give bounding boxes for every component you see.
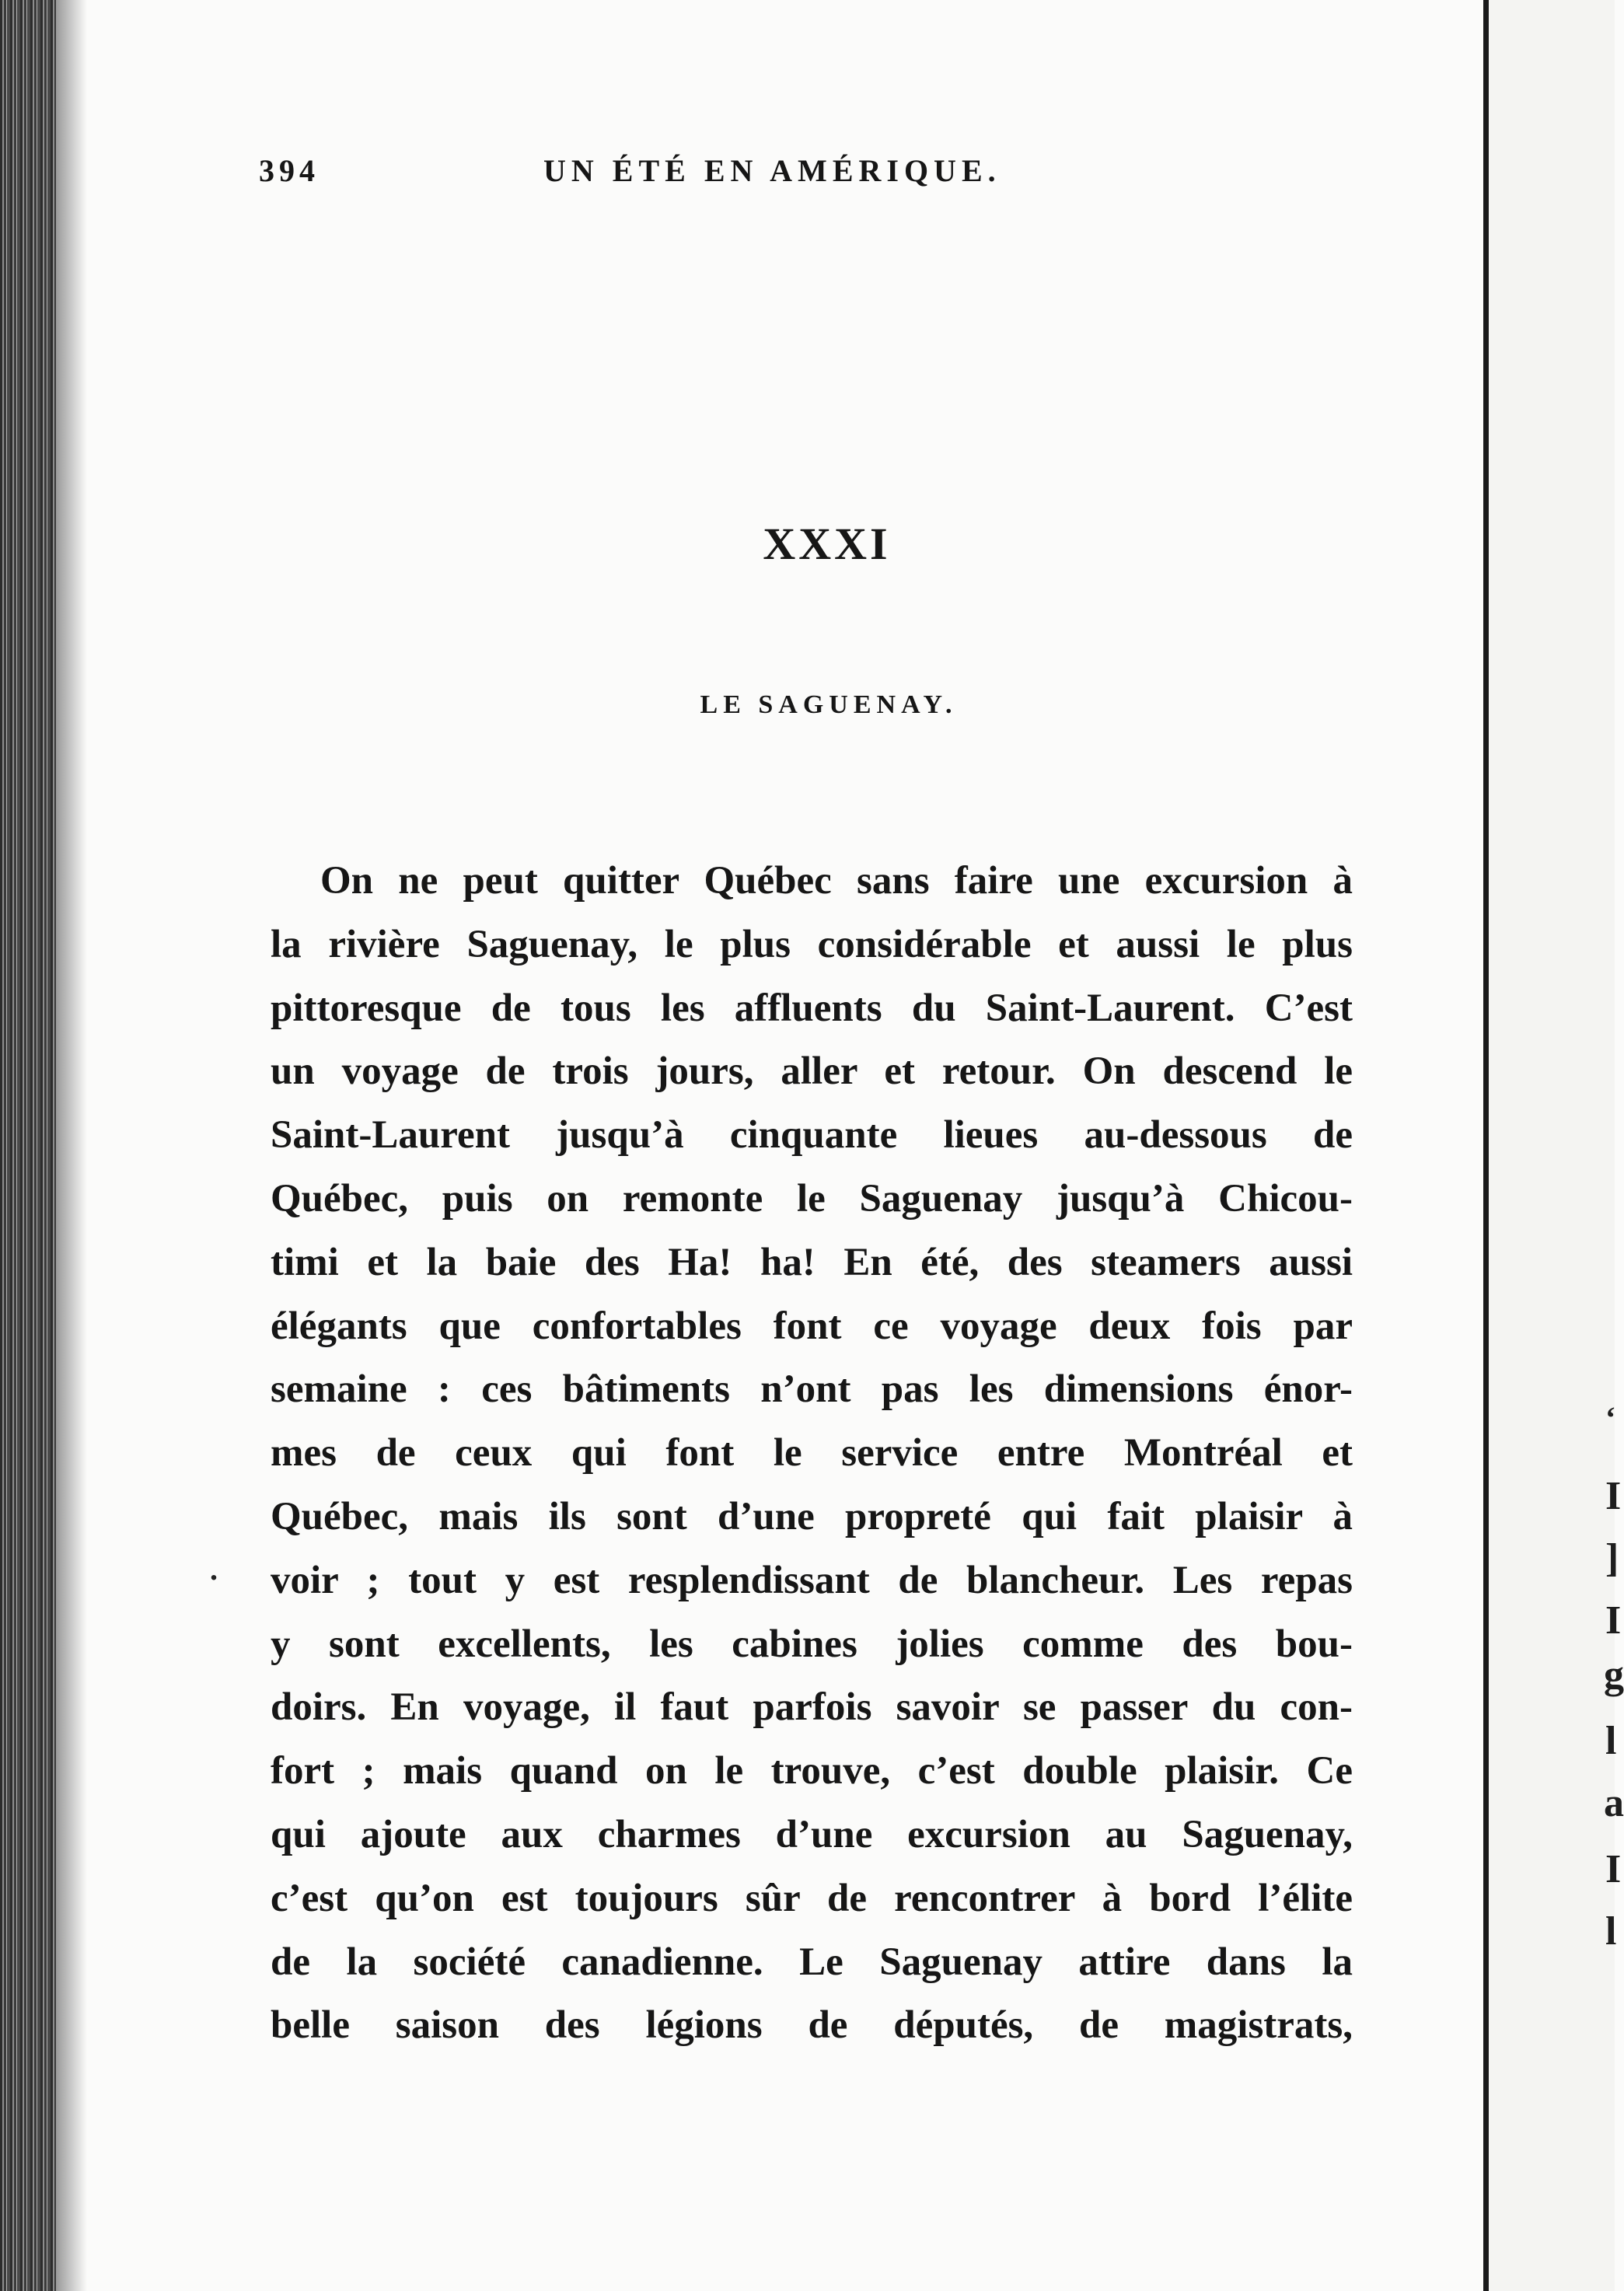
facing-page-glyph: I: [1605, 1474, 1622, 1518]
text-line: fort ; mais quand on le trouve, c’est double plaisir. Ce: [271, 1749, 1353, 1793]
text-line: pittoresque de tous les affluents du Saint-Laurent. C’est: [271, 986, 1353, 1030]
chapter-title: LE SAGUENAY.: [700, 690, 958, 719]
page-number: 394: [259, 153, 320, 188]
facing-page-edge: [1489, 0, 1624, 2291]
text-line: c’est qu’on est toujours sûr de rencontrer à bord l’élite: [271, 1876, 1353, 1920]
chapter-number: XXXI: [763, 519, 891, 569]
running-title: UN ÉTÉ EN AMÉRIQUE.: [543, 153, 1001, 188]
facing-page-glyph: I: [1605, 1847, 1622, 1891]
facing-page-glyph: g: [1604, 1653, 1624, 1697]
text-line: Saint-Laurent jusqu’à cinquante lieues au-dessous de: [271, 1113, 1353, 1158]
text-line: Québec, puis on remonte le Saguenay jusqu’à Chicou-: [271, 1176, 1353, 1221]
facing-page-glyph: l: [1605, 1719, 1617, 1763]
facing-page-glyph: a: [1604, 1781, 1624, 1825]
text-line: de la société canadienne. Le Saguenay attire dans la: [271, 1940, 1353, 1984]
facing-page-glyph: ‘: [1605, 1400, 1616, 1435]
text-line: y sont excellents, les cabines jolies comme des bou-: [271, 1622, 1353, 1666]
page-fold-line: [1483, 0, 1489, 2291]
facing-page-glyph: l: [1605, 1909, 1617, 1954]
text-line: On ne peut quitter Québec sans faire une excursion à: [320, 859, 1353, 903]
text-line: la rivière Saguenay, le plus considérable et aussi le plus: [271, 922, 1353, 966]
text-line: timi et la baie des Ha! ha! En été, des steamers aussi: [271, 1240, 1353, 1284]
text-line: doirs. En voyage, il faut parfois savoir se passer du con-: [271, 1685, 1353, 1730]
text-line: qui ajoute aux charmes d’une excursion au Saguenay,: [271, 1812, 1353, 1856]
running-head: [259, 152, 1347, 199]
text-line: semaine : ces bâtiments n’ont pas les dimensions énor-: [271, 1367, 1353, 1412]
text-line: belle saison des légions de députés, de magistrats,: [271, 2003, 1353, 2048]
text-line: un voyage de trois jours, aller et retour. On descend le: [271, 1049, 1353, 1094]
body-text: [271, 850, 1353, 2059]
margin-dot: .: [210, 1552, 218, 1587]
book-binding-edge: [0, 0, 56, 2291]
facing-page-glyph: I: [1605, 1598, 1622, 1643]
text-line: voir ; tout y est resplendissant de blancheur. Les repas: [271, 1558, 1353, 1602]
text-line: mes de ceux qui font le service entre Montréal et: [271, 1431, 1353, 1476]
binding-shadow: [56, 0, 87, 2291]
text-line: élégants que confortables font ce voyage deux fois par: [271, 1304, 1353, 1348]
facing-page-glyph: ]: [1605, 1536, 1619, 1580]
text-line: Québec, mais ils sont d’une propreté qui fait plaisir à: [271, 1494, 1353, 1538]
